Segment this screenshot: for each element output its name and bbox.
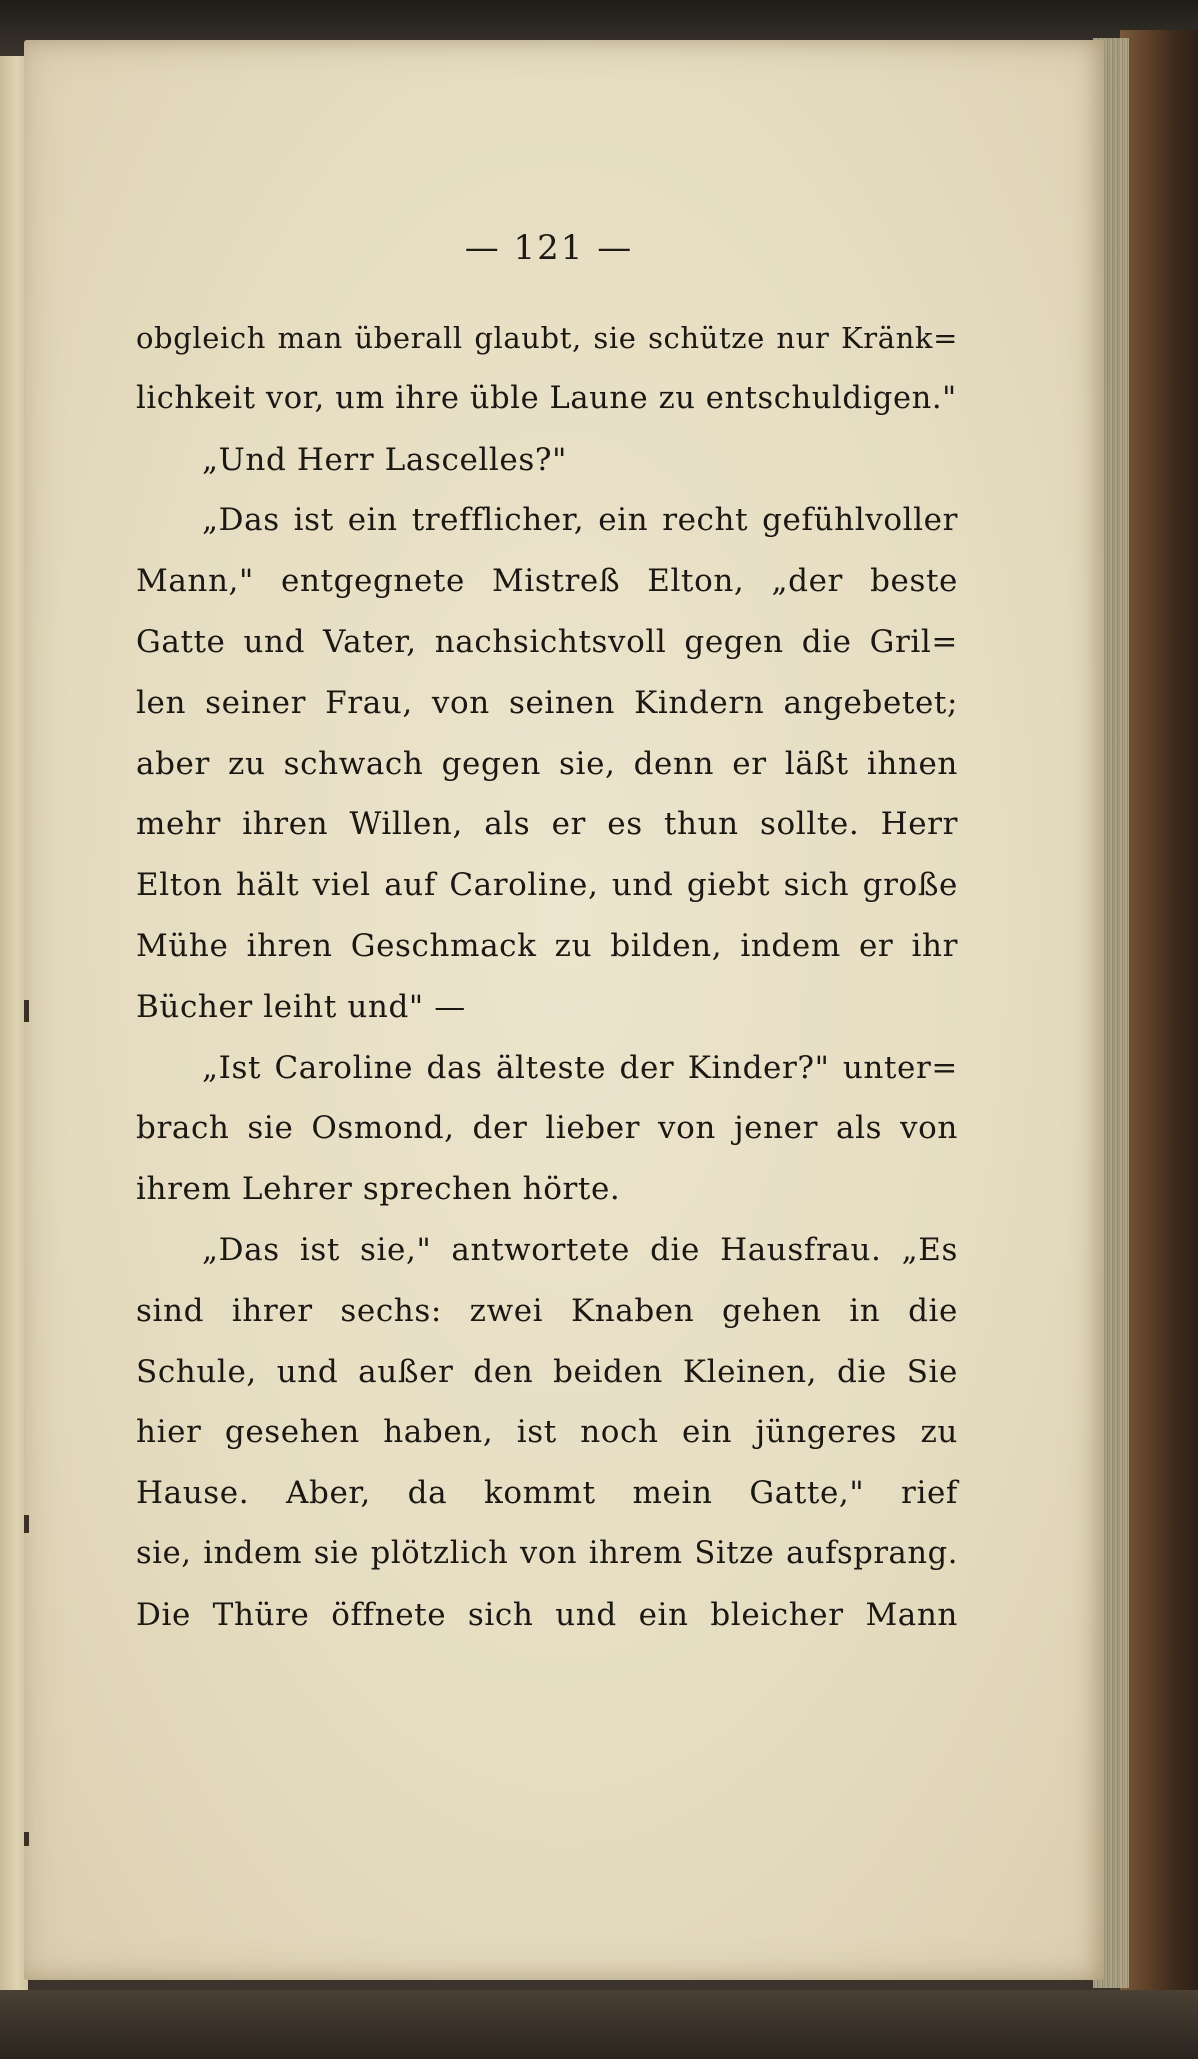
text-line: „Und Herr Lascelles?" <box>202 441 567 478</box>
text-line: mehr ihren Willen, als er es thun sollte. Herr <box>136 806 958 843</box>
scanner-bed-bottom <box>0 1990 1198 2059</box>
text-line: „Das ist sie," antwortete die Hausfrau. „Es <box>202 1231 958 1268</box>
text-line: „Das ist ein trefflicher, ein recht gefühlvoller <box>202 502 958 539</box>
text-line: brach sie Osmond, der lieber von jener als von <box>136 1110 958 1147</box>
book-cover-edge <box>1120 30 1198 1990</box>
margin-mark <box>24 1515 29 1533</box>
margin-mark <box>24 1832 29 1846</box>
text-line: hier gesehen haben, ist noch ein jüngeres zu <box>136 1414 958 1451</box>
text-line: sie, indem sie plötzlich von ihrem Sitze aufsprang. <box>136 1535 958 1571</box>
text-line: obgleich man überall glaubt, sie schütze nur Kränk= <box>136 321 958 355</box>
text-line: Die Thüre öffnete sich und ein bleicher Mann <box>136 1596 958 1633</box>
text-line: Mann," entgegnete Mistreß Elton, „der beste <box>136 563 958 600</box>
text-line: ihrem Lehrer sprechen hörte. <box>136 1171 621 1208</box>
text-line: Mühe ihren Geschmack zu bilden, indem er ihr <box>136 927 958 964</box>
text-line: lichkeit vor, um ihre üble Laune zu entschuldigen." <box>136 380 957 416</box>
text-line: Gatte und Vater, nachsichtsvoll gegen die Gril= <box>136 623 958 660</box>
text-line: aber zu schwach gegen sie, denn er läßt ihnen <box>136 745 958 782</box>
text-line: Hause. Aber, da kommt mein Gatte," rief <box>136 1475 958 1512</box>
text-line: sind ihrer sechs: zwei Knaben gehen in die <box>136 1292 958 1329</box>
text-line: Elton hält viel auf Caroline, und giebt sich große <box>136 867 958 904</box>
text-line: len seiner Frau, von seinen Kindern angebetet; <box>136 684 958 721</box>
text-line: Bücher leiht und" — <box>136 988 466 1025</box>
margin-mark <box>24 1000 29 1022</box>
page-number: — 121 — <box>464 228 634 268</box>
text-line: „Ist Caroline das älteste der Kinder?" unter= <box>202 1049 958 1086</box>
body-text <box>136 308 958 1646</box>
text-line: Schule, und außer den beiden Kleinen, die Sie <box>136 1353 958 1390</box>
